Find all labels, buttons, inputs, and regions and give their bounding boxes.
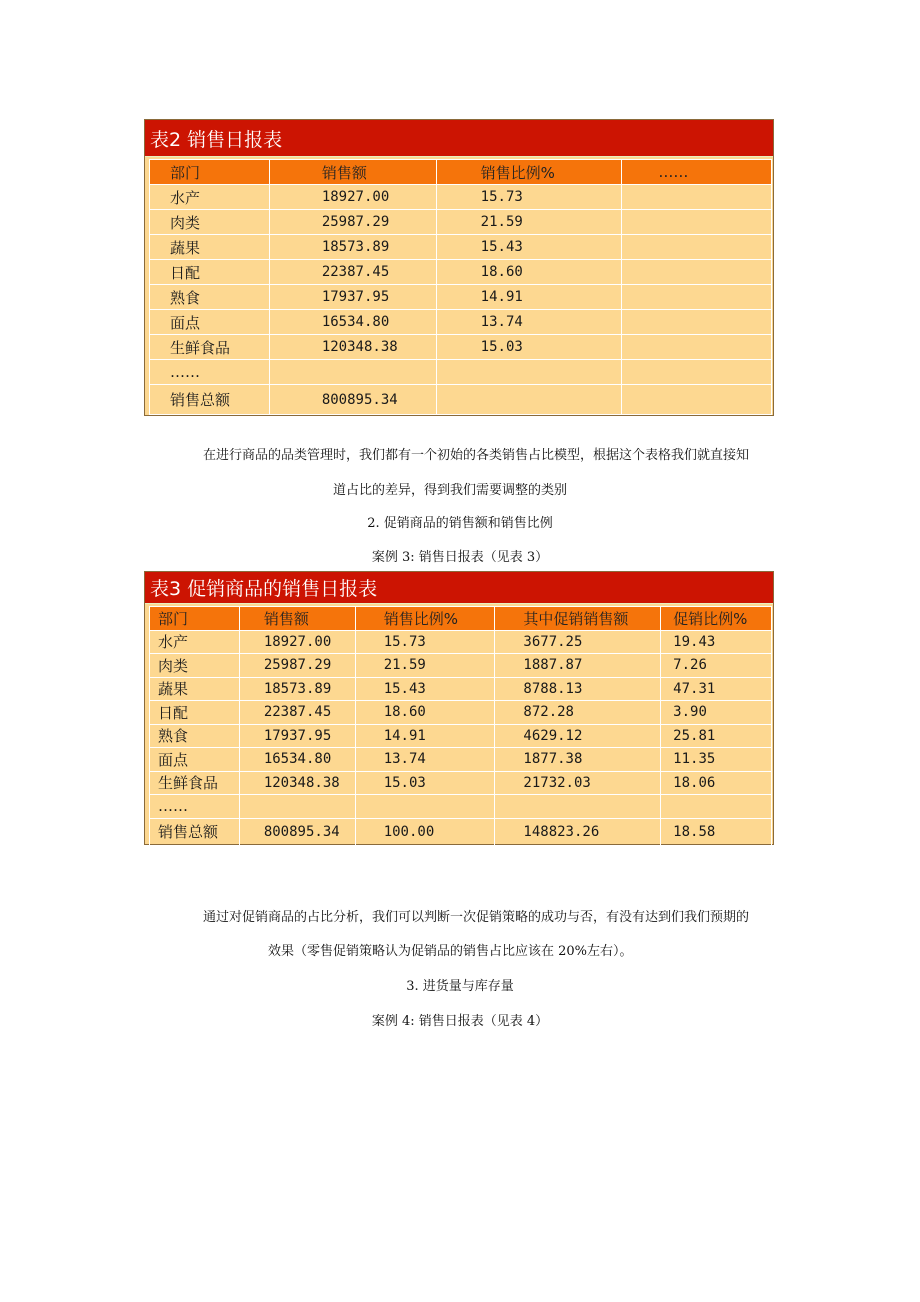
- extra-cell: [622, 385, 772, 415]
- sales-cell: 18927.00: [269, 185, 436, 210]
- extra-cell: [622, 310, 772, 335]
- promo-sales-cell: 1877.38: [495, 748, 661, 772]
- promo-ratio-cell: 25.81: [661, 724, 772, 748]
- header-cell: 部门: [150, 607, 240, 631]
- paragraph-2-line-1: 通过对促销商品的占比分析，我们可以判断一次促销策略的成功与否，有没有达到们我们预期的: [203, 910, 750, 925]
- ratio-cell: 15.73: [355, 630, 495, 654]
- dept-cell: 熟食: [150, 285, 270, 310]
- sales-cell: 17937.95: [269, 285, 436, 310]
- sales-cell: 25987.29: [239, 654, 355, 678]
- sales-cell: 120348.38: [239, 771, 355, 795]
- table-row: [150, 701, 772, 725]
- table-row: [150, 795, 772, 819]
- table-row: [150, 210, 772, 235]
- dept-cell: 销售总额: [150, 818, 240, 845]
- table-row: [150, 335, 772, 360]
- ratio-cell: 14.91: [355, 724, 495, 748]
- header-cell: 销售额: [239, 607, 355, 631]
- promo-sales-daily-report-table-3: [144, 571, 774, 845]
- promo-sales-cell: 4629.12: [495, 724, 661, 748]
- dept-cell: 日配: [150, 260, 270, 285]
- header-cell: 促销比例%: [661, 607, 772, 631]
- extra-cell: [622, 335, 772, 360]
- sales-cell: [269, 360, 436, 385]
- promo-sales-cell: 21732.03: [495, 771, 661, 795]
- section-heading-2: 2. 促销商品的销售额和销售比例: [367, 516, 553, 531]
- extra-cell: [622, 360, 772, 385]
- header-cell: 销售比例%: [436, 160, 622, 185]
- dept-cell: 水产: [150, 630, 240, 654]
- promo-ratio-cell: 7.26: [661, 654, 772, 678]
- sales-cell: 18573.89: [269, 235, 436, 260]
- sales-cell: 120348.38: [269, 335, 436, 360]
- table-row: [150, 260, 772, 285]
- promo-sales-cell: [495, 795, 661, 819]
- table-2-title: 表2 销售日报表: [145, 120, 773, 157]
- ratio-cell: 100.00: [355, 818, 495, 845]
- dept-cell: 面点: [150, 310, 270, 335]
- promo-ratio-cell: 3.90: [661, 701, 772, 725]
- table-row: [150, 677, 772, 701]
- section-heading-3: 3. 进货量与库存量: [406, 979, 514, 994]
- table-row: [150, 310, 772, 335]
- table-row: [150, 285, 772, 310]
- promo-sales-cell: 3677.25: [495, 630, 661, 654]
- sales-cell: 22387.45: [269, 260, 436, 285]
- dept-cell: 生鲜食品: [150, 335, 270, 360]
- case-4-caption: 案例 4: 销售日报表（见表 4）: [371, 1014, 549, 1029]
- promo-ratio-cell: 18.06: [661, 771, 772, 795]
- extra-cell: [622, 210, 772, 235]
- promo-sales-cell: 8788.13: [495, 677, 661, 701]
- ratio-cell: 18.60: [436, 260, 622, 285]
- sales-cell: 800895.34: [269, 385, 436, 415]
- sales-cell: [239, 795, 355, 819]
- header-cell: 销售比例%: [355, 607, 495, 631]
- table-row: [150, 235, 772, 260]
- sales-cell: 22387.45: [239, 701, 355, 725]
- ratio-cell: [436, 360, 622, 385]
- sales-cell: 25987.29: [269, 210, 436, 235]
- dept-cell: 熟食: [150, 724, 240, 748]
- table-row: [150, 630, 772, 654]
- sales-cell: 18927.00: [239, 630, 355, 654]
- table-row: [150, 185, 772, 210]
- sales-cell: 18573.89: [239, 677, 355, 701]
- header-cell: 其中促销销售额: [495, 607, 661, 631]
- promo-ratio-cell: 18.58: [661, 818, 772, 845]
- table-total-row: [150, 818, 772, 845]
- sales-cell: 17937.95: [239, 724, 355, 748]
- promo-ratio-cell: [661, 795, 772, 819]
- paragraph-1-line-1: 在进行商品的品类管理时，我们都有一个初始的各类销售占比模型，根据这个表格我们就直接知: [203, 448, 750, 463]
- dept-cell: ……: [150, 360, 270, 385]
- extra-cell: [622, 235, 772, 260]
- table-row: [150, 748, 772, 772]
- dept-cell: 生鲜食品: [150, 771, 240, 795]
- header-cell: 部门: [150, 160, 270, 185]
- ratio-cell: 18.60: [355, 701, 495, 725]
- sales-daily-report-table-2: [144, 119, 774, 416]
- promo-ratio-cell: 11.35: [661, 748, 772, 772]
- ratio-cell: 15.03: [436, 335, 622, 360]
- extra-cell: [622, 185, 772, 210]
- dept-cell: 肉类: [150, 210, 270, 235]
- promo-sales-cell: 872.28: [495, 701, 661, 725]
- dept-cell: 肉类: [150, 654, 240, 678]
- ratio-cell: 13.74: [436, 310, 622, 335]
- promo-sales-cell: 148823.26: [495, 818, 661, 845]
- table-header-row: [150, 160, 772, 185]
- case-3-caption: 案例 3: 销售日报表（见表 3）: [371, 550, 549, 565]
- ratio-cell: 21.59: [436, 210, 622, 235]
- table-row: [150, 771, 772, 795]
- dept-cell: 蔬果: [150, 677, 240, 701]
- dept-cell: 面点: [150, 748, 240, 772]
- dept-cell: 销售总额: [150, 385, 270, 415]
- table-row: [150, 360, 772, 385]
- extra-cell: [622, 260, 772, 285]
- table-3-grid: [149, 606, 772, 846]
- paragraph-2-line-2: 效果（零售促销策略认为促销品的销售占比应该在 20%左右）。: [268, 944, 633, 959]
- table-row: [150, 724, 772, 748]
- header-cell: 销售额: [269, 160, 436, 185]
- table-2-grid: [149, 159, 772, 415]
- sales-cell: 800895.34: [239, 818, 355, 845]
- table-header-row: [150, 607, 772, 631]
- dept-cell: 水产: [150, 185, 270, 210]
- ratio-cell: 15.43: [355, 677, 495, 701]
- ratio-cell: 15.73: [436, 185, 622, 210]
- extra-cell: [622, 285, 772, 310]
- sales-cell: 16534.80: [239, 748, 355, 772]
- dept-cell: 日配: [150, 701, 240, 725]
- table-row: [150, 654, 772, 678]
- table-3-title: 表3 促销商品的销售日报表: [145, 572, 773, 604]
- paragraph-1-line-2: 道占比的差异，得到我们需要调整的类别: [333, 483, 568, 498]
- ratio-cell: 14.91: [436, 285, 622, 310]
- sales-cell: 16534.80: [269, 310, 436, 335]
- header-cell: ……: [622, 160, 772, 185]
- table-total-row: [150, 385, 772, 415]
- ratio-cell: 15.03: [355, 771, 495, 795]
- ratio-cell: 13.74: [355, 748, 495, 772]
- ratio-cell: [355, 795, 495, 819]
- ratio-cell: 21.59: [355, 654, 495, 678]
- promo-sales-cell: 1887.87: [495, 654, 661, 678]
- promo-ratio-cell: 19.43: [661, 630, 772, 654]
- ratio-cell: 15.43: [436, 235, 622, 260]
- dept-cell: ……: [150, 795, 240, 819]
- ratio-cell: [436, 385, 622, 415]
- dept-cell: 蔬果: [150, 235, 270, 260]
- promo-ratio-cell: 47.31: [661, 677, 772, 701]
